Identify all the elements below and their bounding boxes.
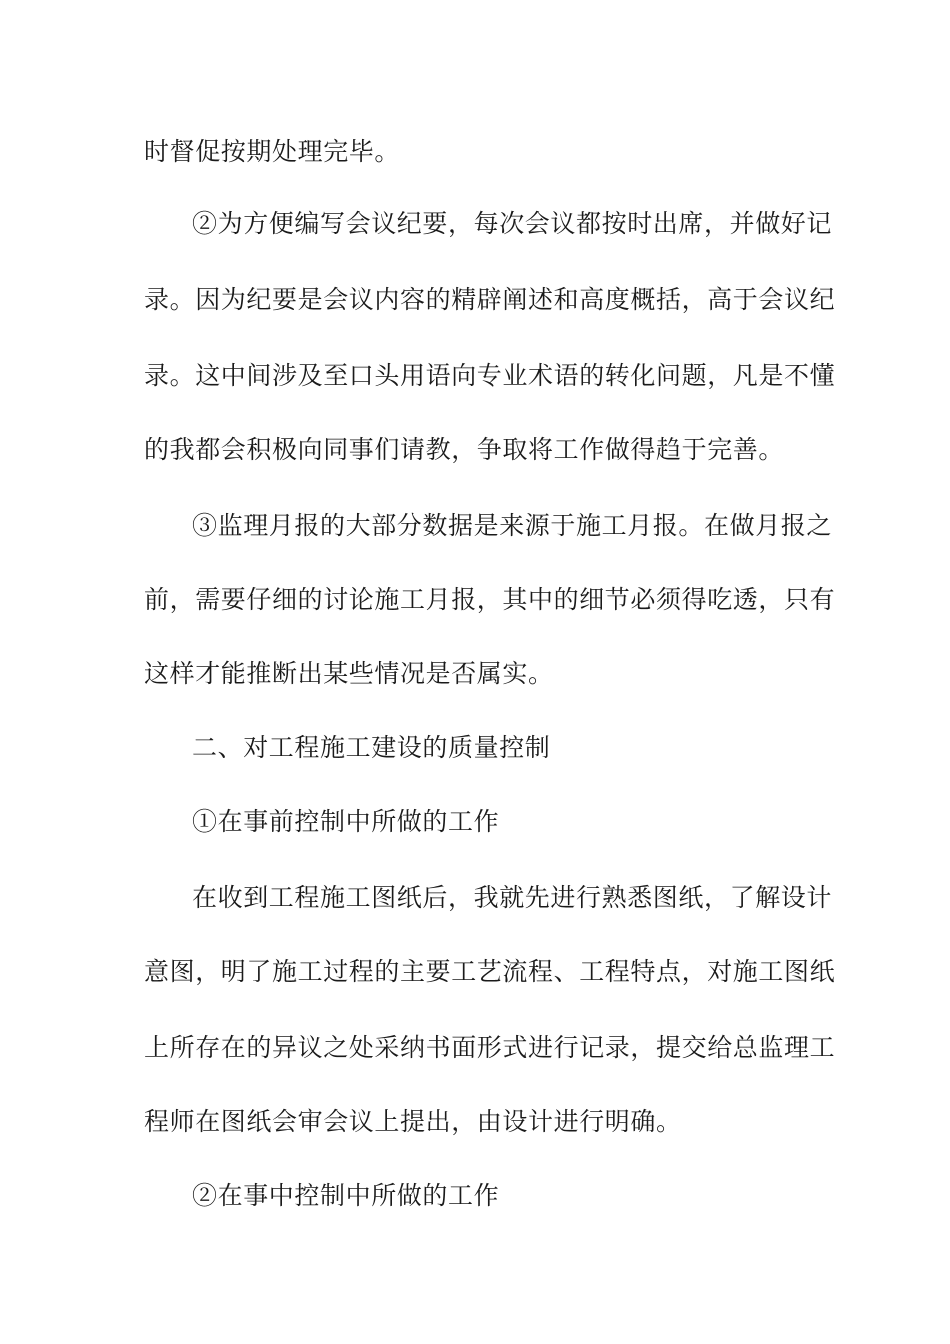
paragraph-line: ③监理月报的大部分数据是来源于施工月报。在做月报之 [192, 511, 833, 540]
paragraph-line: 在收到工程施工图纸后，我就先进行熟悉图纸，了解设计 [192, 883, 833, 912]
subsection-heading: ②在事中控制中所做的工作 [192, 1181, 500, 1210]
paragraph-line: 程师在图纸会审会议上提出，由设计进行明确。 [144, 1107, 682, 1136]
paragraph-line: 录。因为纪要是会议内容的精辟阐述和高度概括，高于会议纪 [144, 285, 836, 314]
paragraph-line: 录。这中间涉及至口头用语向专业术语的转化问题，凡是不懂 [144, 361, 836, 390]
paragraph-line: ②为方便编写会议纪要，每次会议都按时出席，并做好记 [192, 209, 833, 238]
paragraph-line: 意图，明了施工过程的主要工艺流程、工程特点，对施工图纸 [144, 957, 836, 986]
paragraph-line: 时督促按期处理完毕。 [144, 137, 401, 166]
subsection-heading: ①在事前控制中所做的工作 [192, 807, 500, 836]
paragraph-line: 这样才能推断出某些情况是否属实。 [144, 659, 554, 688]
paragraph-line: 的我都会积极向同事们请教，争取将工作做得趋于完善。 [144, 435, 785, 464]
paragraph-line: 上所存在的异议之处采纳书面形式进行记录，提交给总监理工 [144, 1033, 836, 1062]
paragraph-line: 前，需要仔细的讨论施工月报，其中的细节必须得吃透，只有 [144, 585, 836, 614]
section-heading: 二、对工程施工建设的质量控制 [192, 733, 551, 762]
